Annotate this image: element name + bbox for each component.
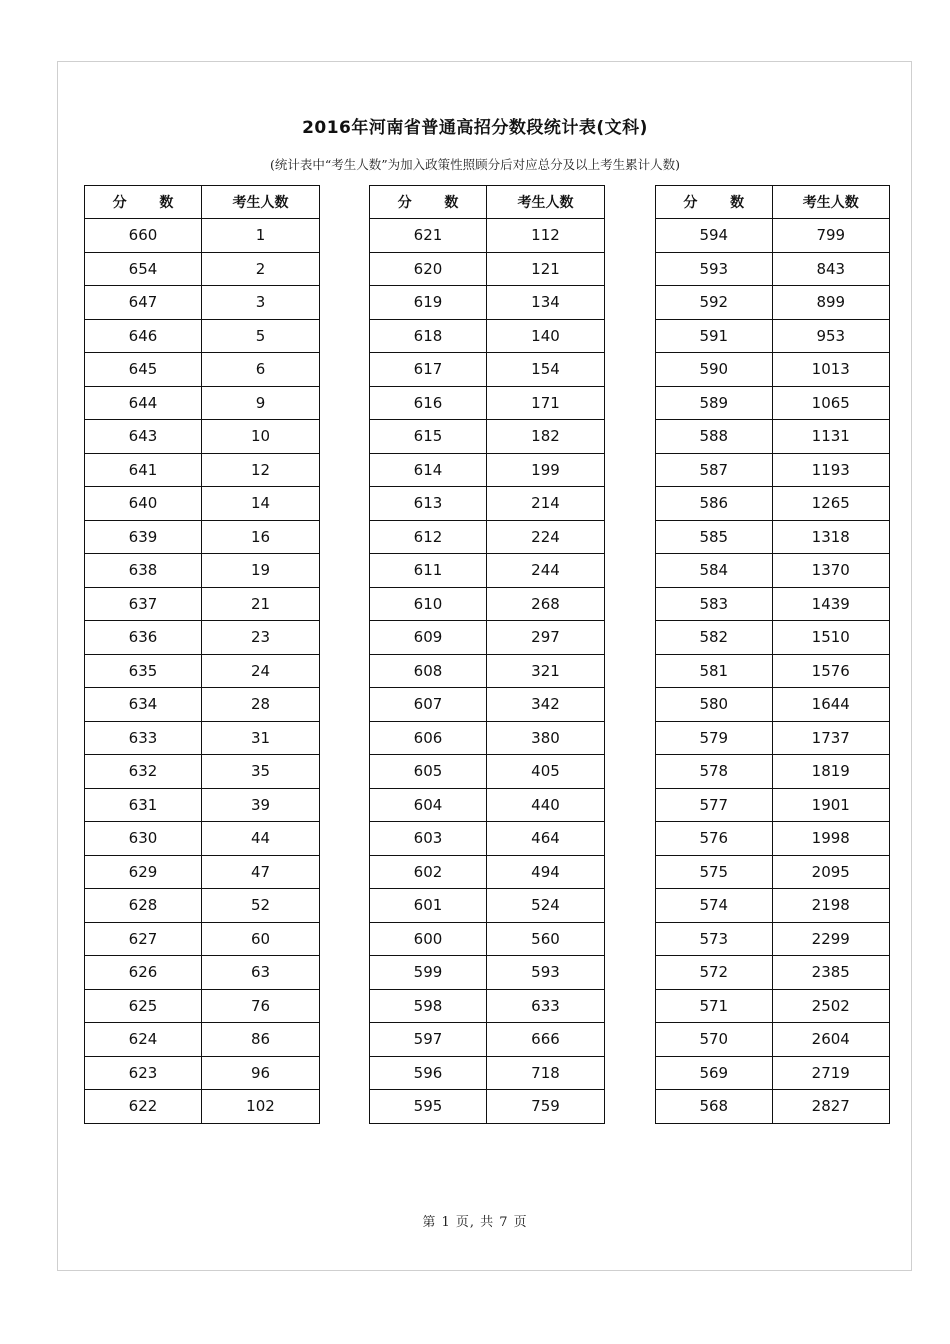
count-cell: 3 <box>202 286 320 320</box>
table-row <box>656 755 890 789</box>
score-cell: 618 <box>370 319 487 353</box>
count-cell: 102 <box>202 1090 320 1124</box>
count-cell: 76 <box>202 989 320 1023</box>
count-cell: 134 <box>487 286 605 320</box>
table-row <box>656 587 890 621</box>
count-cell: 1644 <box>772 688 889 722</box>
table-row <box>370 353 605 387</box>
count-cell: 52 <box>202 889 320 923</box>
score-cell: 616 <box>370 386 487 420</box>
table-row <box>656 855 890 889</box>
table-row <box>85 1023 320 1057</box>
table-row <box>85 1090 320 1124</box>
score-cell: 634 <box>85 688 202 722</box>
count-cell: 759 <box>487 1090 605 1124</box>
score-cell: 571 <box>656 989 773 1023</box>
table-row <box>656 219 890 253</box>
table-row <box>656 654 890 688</box>
score-cell: 627 <box>85 922 202 956</box>
score-cell: 594 <box>656 219 773 253</box>
table-row <box>656 822 890 856</box>
count-cell: 96 <box>202 1056 320 1090</box>
score-cell: 593 <box>656 252 773 286</box>
tables-area <box>84 185 890 1152</box>
score-cell: 589 <box>656 386 773 420</box>
count-cell: 2095 <box>772 855 889 889</box>
score-cell: 595 <box>370 1090 487 1124</box>
score-cell: 581 <box>656 654 773 688</box>
score-cell: 587 <box>656 453 773 487</box>
count-cell: 1013 <box>772 353 889 387</box>
score-cell: 592 <box>656 286 773 320</box>
score-cell: 638 <box>85 554 202 588</box>
count-cell: 140 <box>487 319 605 353</box>
count-cell: 86 <box>202 1023 320 1057</box>
page-title: 2016年河南省普通高招分数段统计表(文科) <box>302 118 648 138</box>
score-cell: 626 <box>85 956 202 990</box>
table-row <box>656 453 890 487</box>
score-cell: 631 <box>85 788 202 822</box>
count-cell: 171 <box>487 386 605 420</box>
score-cell: 596 <box>370 1056 487 1090</box>
count-cell: 2604 <box>772 1023 889 1057</box>
table-row <box>656 520 890 554</box>
score-cell: 645 <box>85 353 202 387</box>
table-row <box>85 788 320 822</box>
count-cell: 2 <box>202 252 320 286</box>
count-cell: 405 <box>487 755 605 789</box>
count-cell: 16 <box>202 520 320 554</box>
score-cell: 617 <box>370 353 487 387</box>
count-cell: 2827 <box>772 1090 889 1124</box>
score-cell: 582 <box>656 621 773 655</box>
table-row <box>656 889 890 923</box>
count-cell: 2299 <box>772 922 889 956</box>
score-cell: 608 <box>370 654 487 688</box>
table-row <box>370 520 605 554</box>
score-cell: 611 <box>370 554 487 588</box>
score-cell: 603 <box>370 822 487 856</box>
score-cell: 660 <box>85 219 202 253</box>
score-cell: 633 <box>85 721 202 755</box>
page-footer: 第 1 页, 共 7 页 <box>422 1215 528 1230</box>
count-cell: 297 <box>487 621 605 655</box>
score-cell: 580 <box>656 688 773 722</box>
page-subtitle: (统计表中“考生人数”为加入政策性照顾分后对应总分及以上考生累计人数) <box>269 157 681 172</box>
score-cell: 641 <box>85 453 202 487</box>
table-row <box>85 956 320 990</box>
count-column-header: 考生人数 <box>202 186 320 219</box>
table-header-row <box>85 186 320 219</box>
count-cell: 31 <box>202 721 320 755</box>
count-column-header: 考生人数 <box>487 186 605 219</box>
score-cell: 590 <box>656 353 773 387</box>
score-cell: 572 <box>656 956 773 990</box>
count-cell: 1998 <box>772 822 889 856</box>
table-row <box>656 1023 890 1057</box>
table-row <box>85 721 320 755</box>
table-row <box>370 788 605 822</box>
table-row <box>370 889 605 923</box>
table-row <box>370 219 605 253</box>
count-cell: 666 <box>487 1023 605 1057</box>
count-cell: 12 <box>202 453 320 487</box>
score-cell: 606 <box>370 721 487 755</box>
count-cell: 5 <box>202 319 320 353</box>
count-cell: 1901 <box>772 788 889 822</box>
count-cell: 44 <box>202 822 320 856</box>
table-header-row <box>370 186 605 219</box>
count-cell: 224 <box>487 520 605 554</box>
score-cell: 598 <box>370 989 487 1023</box>
count-cell: 953 <box>772 319 889 353</box>
table-row <box>656 386 890 420</box>
score-cell: 640 <box>85 487 202 521</box>
score-cell: 584 <box>656 554 773 588</box>
score-cell: 585 <box>656 520 773 554</box>
table-row <box>656 353 890 387</box>
score-cell: 568 <box>656 1090 773 1124</box>
count-cell: 214 <box>487 487 605 521</box>
count-cell: 1370 <box>772 554 889 588</box>
count-cell: 154 <box>487 353 605 387</box>
table-row <box>370 1056 605 1090</box>
table-row <box>656 989 890 1023</box>
table-row <box>656 1090 890 1124</box>
table-row <box>85 420 320 454</box>
count-cell: 21 <box>202 587 320 621</box>
table-row <box>656 688 890 722</box>
score-cell: 624 <box>85 1023 202 1057</box>
table-row <box>656 922 890 956</box>
table-row <box>370 688 605 722</box>
count-cell: 112 <box>487 219 605 253</box>
table-row <box>656 956 890 990</box>
count-cell: 2502 <box>772 989 889 1023</box>
score-cell: 569 <box>656 1056 773 1090</box>
count-cell: 60 <box>202 922 320 956</box>
count-column-header: 考生人数 <box>772 186 889 219</box>
score-cell: 619 <box>370 286 487 320</box>
count-cell: 121 <box>487 252 605 286</box>
score-cell: 599 <box>370 956 487 990</box>
score-cell: 607 <box>370 688 487 722</box>
count-cell: 47 <box>202 855 320 889</box>
count-cell: 23 <box>202 621 320 655</box>
score-cell: 574 <box>656 889 773 923</box>
table-row <box>85 252 320 286</box>
count-cell: 6 <box>202 353 320 387</box>
score-cell: 570 <box>656 1023 773 1057</box>
table-row <box>85 453 320 487</box>
table-row <box>85 219 320 253</box>
count-cell: 633 <box>487 989 605 1023</box>
count-cell: 182 <box>487 420 605 454</box>
table-header-row <box>656 186 890 219</box>
score-table-3 <box>655 185 890 1124</box>
count-cell: 1737 <box>772 721 889 755</box>
table-row <box>656 487 890 521</box>
count-cell: 63 <box>202 956 320 990</box>
score-column-header: 分 数 <box>656 186 773 219</box>
score-cell: 635 <box>85 654 202 688</box>
table-row <box>656 554 890 588</box>
score-cell: 577 <box>656 788 773 822</box>
count-cell: 440 <box>487 788 605 822</box>
count-cell: 342 <box>487 688 605 722</box>
table-row <box>370 554 605 588</box>
score-cell: 628 <box>85 889 202 923</box>
count-cell: 1 <box>202 219 320 253</box>
score-cell: 610 <box>370 587 487 621</box>
table-row <box>370 654 605 688</box>
count-cell: 799 <box>772 219 889 253</box>
count-cell: 1265 <box>772 487 889 521</box>
table-row <box>370 922 605 956</box>
score-cell: 576 <box>656 822 773 856</box>
count-cell: 1439 <box>772 587 889 621</box>
count-cell: 2198 <box>772 889 889 923</box>
score-cell: 602 <box>370 855 487 889</box>
score-cell: 646 <box>85 319 202 353</box>
score-cell: 636 <box>85 621 202 655</box>
score-cell: 613 <box>370 487 487 521</box>
table-row <box>370 855 605 889</box>
count-cell: 593 <box>487 956 605 990</box>
score-cell: 629 <box>85 855 202 889</box>
table-row <box>370 319 605 353</box>
table-row <box>85 587 320 621</box>
score-column-header: 分 数 <box>370 186 487 219</box>
table-row <box>370 755 605 789</box>
table-row <box>85 319 320 353</box>
table-row <box>85 922 320 956</box>
score-cell: 637 <box>85 587 202 621</box>
count-cell: 899 <box>772 286 889 320</box>
count-cell: 843 <box>772 252 889 286</box>
score-cell: 612 <box>370 520 487 554</box>
count-cell: 321 <box>487 654 605 688</box>
score-cell: 575 <box>656 855 773 889</box>
score-table-2 <box>369 185 605 1124</box>
count-cell: 494 <box>487 855 605 889</box>
table-row <box>370 621 605 655</box>
table-row <box>85 487 320 521</box>
score-cell: 643 <box>85 420 202 454</box>
table-row <box>85 889 320 923</box>
score-cell: 601 <box>370 889 487 923</box>
score-cell: 621 <box>370 219 487 253</box>
table-row <box>656 721 890 755</box>
table-row <box>85 989 320 1023</box>
table-row <box>656 621 890 655</box>
score-cell: 591 <box>656 319 773 353</box>
score-cell: 609 <box>370 621 487 655</box>
count-cell: 1819 <box>772 755 889 789</box>
score-cell: 573 <box>656 922 773 956</box>
count-cell: 718 <box>487 1056 605 1090</box>
table-row <box>370 453 605 487</box>
count-cell: 9 <box>202 386 320 420</box>
count-cell: 1510 <box>772 621 889 655</box>
table-row <box>656 1056 890 1090</box>
table-row <box>370 721 605 755</box>
count-cell: 1131 <box>772 420 889 454</box>
count-cell: 10 <box>202 420 320 454</box>
count-cell: 1065 <box>772 386 889 420</box>
count-cell: 268 <box>487 587 605 621</box>
count-cell: 1318 <box>772 520 889 554</box>
score-cell: 623 <box>85 1056 202 1090</box>
table-row <box>85 520 320 554</box>
count-cell: 14 <box>202 487 320 521</box>
score-cell: 614 <box>370 453 487 487</box>
score-cell: 654 <box>85 252 202 286</box>
score-cell: 625 <box>85 989 202 1023</box>
table-row <box>85 654 320 688</box>
score-cell: 615 <box>370 420 487 454</box>
table-row <box>370 386 605 420</box>
table-row <box>370 822 605 856</box>
count-cell: 24 <box>202 654 320 688</box>
table-row <box>370 989 605 1023</box>
table-row <box>85 386 320 420</box>
count-cell: 35 <box>202 755 320 789</box>
table-row <box>370 286 605 320</box>
table-row <box>370 1023 605 1057</box>
table-row <box>85 621 320 655</box>
count-cell: 2385 <box>772 956 889 990</box>
table-row <box>85 688 320 722</box>
count-cell: 2719 <box>772 1056 889 1090</box>
table-row <box>370 252 605 286</box>
score-cell: 639 <box>85 520 202 554</box>
table-row <box>656 319 890 353</box>
score-cell: 588 <box>656 420 773 454</box>
count-cell: 464 <box>487 822 605 856</box>
score-cell: 604 <box>370 788 487 822</box>
count-cell: 39 <box>202 788 320 822</box>
table-row <box>370 587 605 621</box>
score-table-1 <box>84 185 320 1124</box>
table-row <box>85 755 320 789</box>
score-cell: 644 <box>85 386 202 420</box>
score-cell: 578 <box>656 755 773 789</box>
table-row <box>85 822 320 856</box>
score-cell: 632 <box>85 755 202 789</box>
table-row <box>656 252 890 286</box>
score-cell: 579 <box>656 721 773 755</box>
table-row <box>370 487 605 521</box>
table-row <box>370 1090 605 1124</box>
count-cell: 28 <box>202 688 320 722</box>
table-row <box>85 286 320 320</box>
table-row <box>656 286 890 320</box>
score-cell: 620 <box>370 252 487 286</box>
score-cell: 622 <box>85 1090 202 1124</box>
count-cell: 244 <box>487 554 605 588</box>
count-cell: 560 <box>487 922 605 956</box>
count-cell: 19 <box>202 554 320 588</box>
table-row <box>85 855 320 889</box>
score-cell: 630 <box>85 822 202 856</box>
score-cell: 586 <box>656 487 773 521</box>
score-cell: 583 <box>656 587 773 621</box>
table-row <box>656 788 890 822</box>
table-row <box>85 554 320 588</box>
count-cell: 1193 <box>772 453 889 487</box>
table-row <box>370 420 605 454</box>
score-cell: 647 <box>85 286 202 320</box>
count-cell: 1576 <box>772 654 889 688</box>
table-row <box>656 420 890 454</box>
score-cell: 605 <box>370 755 487 789</box>
table-row <box>85 1056 320 1090</box>
table-row <box>370 956 605 990</box>
count-cell: 380 <box>487 721 605 755</box>
score-cell: 600 <box>370 922 487 956</box>
count-cell: 199 <box>487 453 605 487</box>
score-column-header: 分 数 <box>85 186 202 219</box>
count-cell: 524 <box>487 889 605 923</box>
table-row <box>85 353 320 387</box>
score-cell: 597 <box>370 1023 487 1057</box>
